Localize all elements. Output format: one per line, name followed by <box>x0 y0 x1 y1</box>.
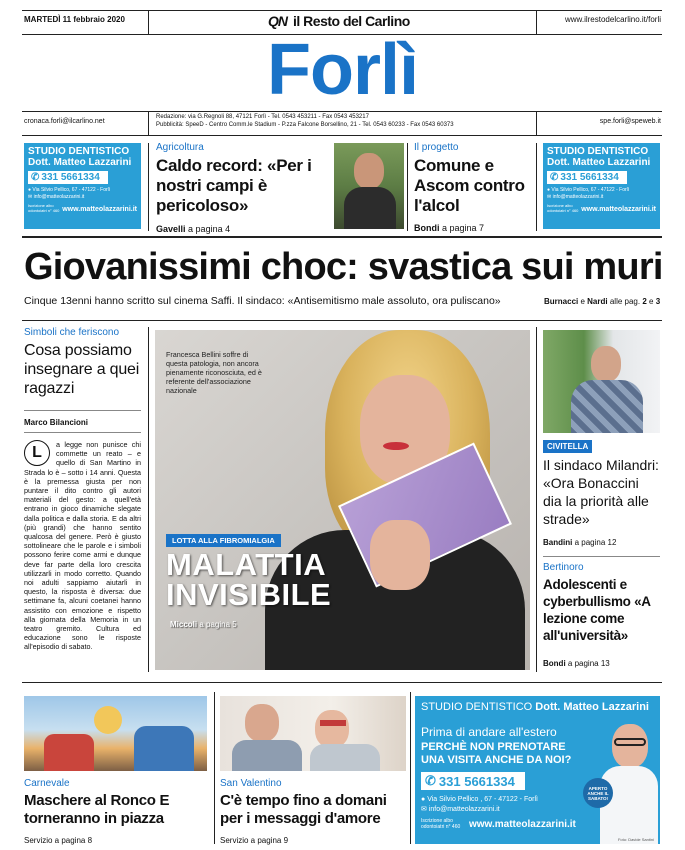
ad-phone: 331 5661334 <box>560 172 619 183</box>
ad-doctor: Dott. Matteo Lazzarini <box>547 157 651 168</box>
feature-title: MALATTIA INVISIBILE <box>166 547 332 612</box>
bertinoro-ref: Bondi a pagina 13 <box>543 659 610 668</box>
main-headline[interactable]: Giovanissimi choc: svastica sui muri <box>24 246 663 288</box>
editorial-author: Marco Bilancioni <box>24 418 89 427</box>
farmer-photo <box>334 143 404 229</box>
editorial-body: a legge non punisce chi commette un reato – e quello di San Martino in Strada lo è – sotto i 14 anni. Questa è la premessa giusta per non puntare il dito contro gli autori materiali del gesto: a quell'età entrano in gioco dinamiche slegate dalla politica e dalla storia. E da altri (più grandi) che hanno sentito qualcosa del genere. Però è giusto sottolineare che le parole e i simboli possono ferire come armi e dunque deve far parte della loro crescita utilizzarli in modo corretto. Quando noi adulti sappiamo aiutarli in questo, la risposta è diversa: due settimane fa, alcuni coetanei hanno assistito con emozione e rispetto alla giornata della Memoria in un teatro gremito. Cultura ed educazione sono le risposte all'episodio di sabato. <box>24 440 141 652</box>
dental-ad-left[interactable] <box>24 143 141 229</box>
ad-email: ✉ info@matteolazzarini.it <box>421 806 500 813</box>
mail-icon: ✉ <box>421 806 427 813</box>
ad-web: www.matteolazzarini.it <box>581 206 656 213</box>
city-title: Forlì <box>267 30 418 110</box>
issue-date: MARTEDÌ 11 febbraio 2020 <box>24 15 125 24</box>
story-headline: Comune e Ascom contro l'alcol <box>414 156 525 215</box>
valentino-ref: Servizio a pagina 9 <box>220 836 289 845</box>
ad-phone: 331 5661334 <box>438 773 515 789</box>
redazione-info: Redazione: via G.Regnoli 88, 47121 Forlì - Tel. 0543 453211 - Fax 0543 453217 <box>156 114 369 120</box>
story-progetto[interactable] <box>414 142 534 233</box>
ad-photo-credit: Foto: Davide Santini <box>617 837 654 842</box>
location-icon: ● <box>547 187 551 193</box>
carnevale-headline[interactable]: Maschere al Ronco E torneranno in piazza <box>24 792 170 827</box>
newspaper-name: il Resto del Carlino <box>293 13 410 29</box>
main-ref: Burnacci e Nardi alle pag. 2 e 3 <box>544 297 661 306</box>
story-kicker: Agricoltura <box>156 142 204 153</box>
dentist-photo <box>600 718 658 844</box>
phone-icon: ✆ <box>425 773 436 788</box>
story-kicker: Il progetto <box>414 142 459 153</box>
ad-title: STUDIO DENTISTICO <box>421 701 533 713</box>
valentino-kicker: San Valentino <box>220 778 282 789</box>
carnevale-kicker: Carnevale <box>24 778 70 789</box>
feature-label: LOTTA ALLA FIBROMIALGIA <box>166 534 281 547</box>
dental-ad-big[interactable] <box>415 696 660 844</box>
mayor-photo <box>543 330 660 433</box>
carnival-photo <box>24 696 207 771</box>
ad-line1: Prima di andare all'estero <box>421 725 557 739</box>
ad-line2: PERCHÈ NON PRENOTARE UNA VISITA ANCHE DA NOI? <box>421 741 572 766</box>
feature-caption: Francesca Bellini soffre di questa patologia, non ancora pienamente riconosciuta, ed è referente dell'associazione nazionale <box>166 350 262 395</box>
bertinoro-kicker: Bertinoro <box>543 562 584 573</box>
ad-web: www.matteolazzarini.it <box>469 819 576 830</box>
pubblicita-info: Pubblicità: SpeeD - Centro Comm.le Stadium - P.zza Falcone Borsellino, 21 - Tel. 0543 60233 - Fax 0543 60373 <box>156 122 454 128</box>
ad-doctor: Dott. Matteo Lazzarini <box>28 157 132 168</box>
editorial-headline: Cosa possiamo insegnare a quei ragazzi <box>24 342 140 397</box>
ad-title: STUDIO DENTISTICO <box>547 146 649 157</box>
valentino-headline[interactable]: C'è tempo fino a domani per i messaggi d'amore <box>220 792 387 827</box>
ad-albo: Iscrizione albo odontoiatri n° 460 <box>421 818 461 830</box>
civitella-kicker: CIVITELLA <box>543 440 592 453</box>
ad-albo: Iscrizione albo odontoiatri n° 460 <box>547 203 579 213</box>
carnevale-ref: Servizio a pagina 8 <box>24 836 93 845</box>
bertinoro-headline[interactable]: Adolescenti e cyberbullismo «A lezione come all'università» <box>543 577 651 643</box>
story-ref: Gavelli a pagina 4 <box>156 224 231 234</box>
ad-address: ● Via Silvio Pellico, 67 - 47122 - Forlì <box>28 187 111 193</box>
email-pubblicita[interactable]: spe.forli@speweb.it <box>599 118 661 125</box>
editorial[interactable] <box>24 327 141 398</box>
qn-logo: QN <box>268 13 287 29</box>
editorial-kicker: Simboli che feriscono <box>24 327 120 338</box>
dropcap: L <box>24 440 50 466</box>
location-icon: ● <box>421 796 426 803</box>
ad-address: ● Via Silvio Pellico , 67 - 47122 - Forlì <box>421 796 538 803</box>
valentine-photo <box>220 696 406 771</box>
story-headline: Caldo record: «Per i nostri campi è pericoloso» <box>156 156 312 215</box>
civitella-ref: Bandini a pagina 12 <box>543 538 617 547</box>
newspaper-logo <box>268 12 410 30</box>
story-agricoltura[interactable] <box>156 142 331 234</box>
civitella-headline[interactable]: Il sindaco Milandri: «Ora Bonaccini dia la priorità alle strade» <box>543 457 659 527</box>
ad-email: ✉ info@matteolazzarini.it <box>547 194 604 200</box>
ad-badge: APERTO ANCHE IL SABATO! <box>583 778 613 808</box>
ad-phone: 331 5661334 <box>41 172 100 183</box>
main-subhead: Cinque 13enni hanno scritto sul cinema Saffi. Il sindaco: «Antisemitismo male assoluto, ora puliscano» <box>24 295 501 307</box>
ad-albo: Iscrizione albo odontoiatri n° 460 <box>28 203 60 213</box>
phone-icon: ✆ <box>31 172 40 183</box>
ad-web: www.matteolazzarini.it <box>62 206 137 213</box>
ad-title: STUDIO DENTISTICO <box>28 146 130 157</box>
mail-icon: ✉ <box>547 194 552 200</box>
dental-ad-right[interactable] <box>543 143 660 229</box>
ad-doctor: Dott. Matteo Lazzarini <box>535 701 649 713</box>
website-link[interactable]: www.ilrestodelcarlino.it/forli <box>564 15 661 24</box>
ad-address: ● Via Silvio Pellico, 67 - 47122 - Forlì <box>547 187 630 193</box>
story-ref: Bondi a pagina 7 <box>414 223 485 233</box>
ad-email: ✉ info@matteolazzarini.it <box>28 194 85 200</box>
mail-icon: ✉ <box>28 194 33 200</box>
location-icon: ● <box>28 187 32 193</box>
phone-icon: ✆ <box>550 172 559 183</box>
email-cronaca[interactable]: cronaca.forli@ilcarlino.net <box>24 118 105 125</box>
feature-ref: Miccoli a pagina 5 <box>170 620 237 629</box>
